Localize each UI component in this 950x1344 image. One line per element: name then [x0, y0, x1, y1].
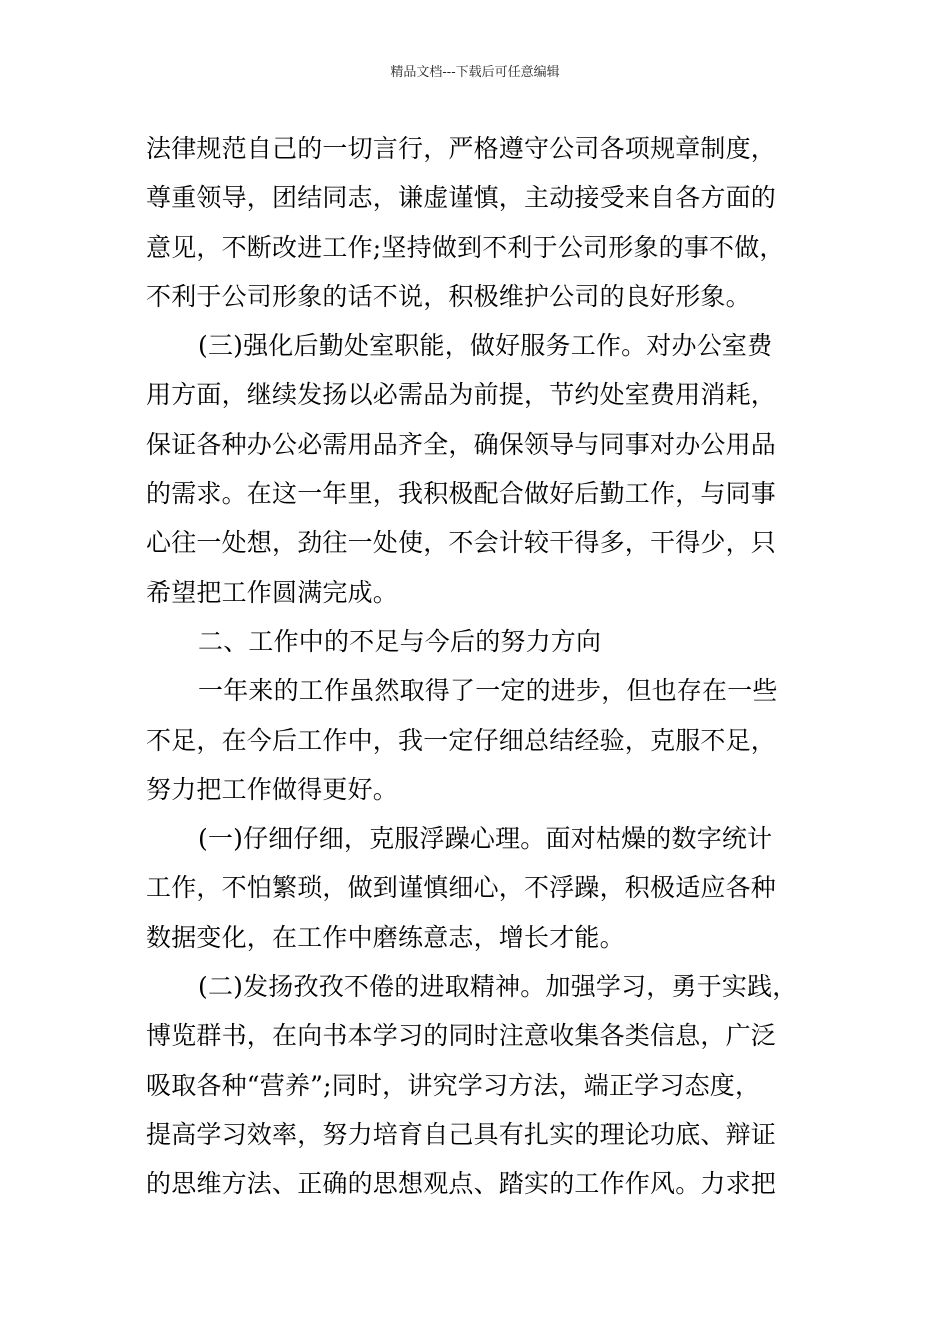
text-line: 努力把工作做得更好。	[146, 774, 399, 804]
text-line: 不足，在今后工作中，我一定仔细总结经验，克服不足，	[146, 725, 777, 755]
text-line: 吸取各种“营养”;同时，讲究学习方法，端正学习态度，	[146, 1070, 761, 1100]
text-line: 不利于公司形象的话不说，积极维护公司的良好形象。	[146, 281, 751, 311]
text-line: 意见，不断改进工作;坚持做到不利于公司形象的事不做，	[146, 232, 785, 262]
text-line: (三)强化后勤处室职能，做好服务工作。对办公室费	[198, 331, 773, 361]
text-line: 保证各种办公必需用品齐全，确保领导与同事对办公用品	[146, 429, 777, 459]
text-line: 尊重领导，团结同志，谦虚谨慎，主动接受来自各方面的	[146, 183, 777, 213]
text-line: 希望把工作圆满完成。	[146, 577, 399, 607]
text-line: 提高学习效率，努力培育自己具有扎实的理论功底、辩证	[146, 1119, 777, 1149]
page-header: 精品文档---下载后可任意编辑	[390, 65, 560, 80]
text-line: 的思维方法、正确的思想观点、踏实的工作作风。力求把	[146, 1169, 777, 1199]
text-line: 用方面，继续发扬以必需品为前提，节约处室费用消耗，	[146, 380, 777, 410]
document-body	[146, 124, 816, 1209]
text-line: 数据变化，在工作中磨练意志，增长才能。	[146, 922, 625, 952]
text-line: 法律规范自己的一切言行，严格遵守公司各项规章制度，	[146, 134, 777, 163]
text-line: 一年来的工作虽然取得了一定的进步，但也存在一些	[198, 676, 778, 706]
text-line: 工作，不怕繁琐，做到谨慎细心，不浮躁，积极适应各种	[146, 873, 777, 903]
text-line: (二)发扬孜孜不倦的进取精神。加强学习，勇于实践，	[198, 972, 798, 1002]
text-line: 的需求。在这一年里，我积极配合做好后勤工作，与同事	[146, 479, 777, 509]
text-line: 博览群书，在向书本学习的同时注意收集各类信息，广泛	[146, 1021, 777, 1051]
text-line: 心往一处想，劲往一处使，不会计较干得多，干得少，只	[146, 528, 777, 558]
text-line: (一)仔细仔细，克服浮躁心理。面对枯燥的数字统计	[198, 824, 773, 854]
text-line: 二、工作中的不足与今后的努力方向	[198, 626, 602, 656]
